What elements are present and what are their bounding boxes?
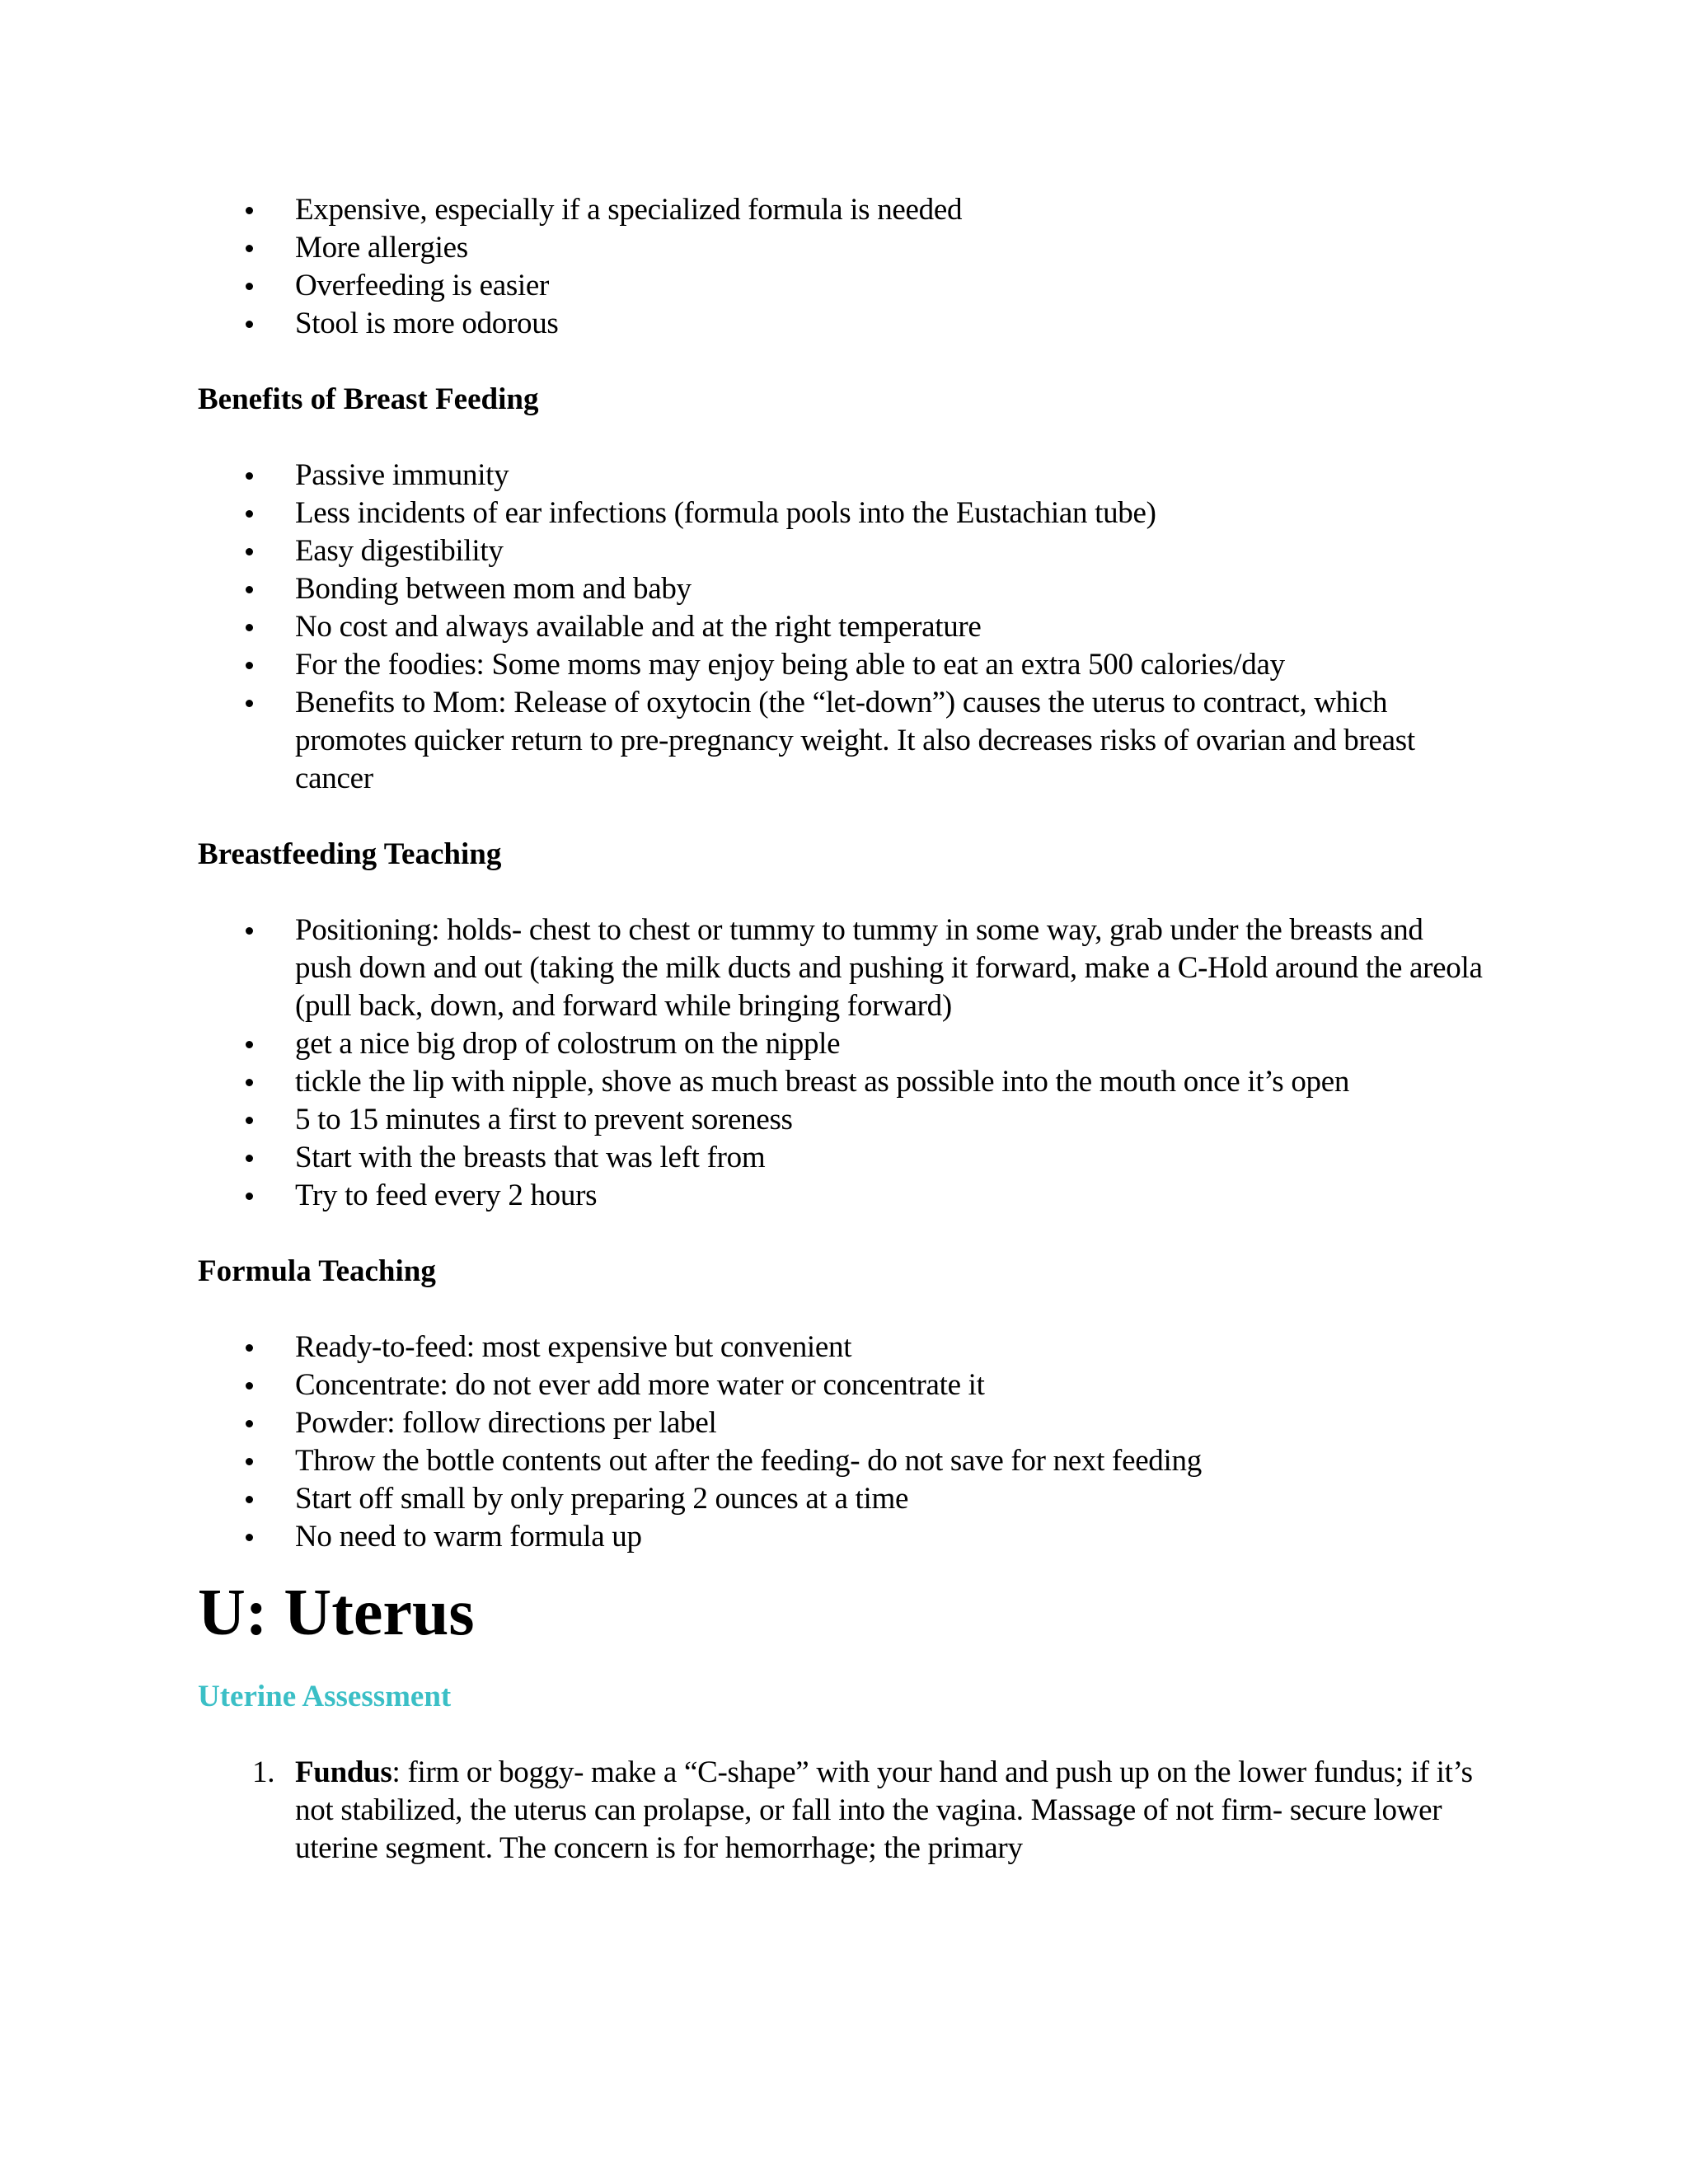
list-number: 1. xyxy=(252,1755,275,1789)
bullet-icon xyxy=(246,510,253,518)
list-item: Throw the bottle contents out after the feeding- do not save for next feeding xyxy=(198,1442,1484,1480)
bullet-icon xyxy=(246,283,253,290)
bullet-icon xyxy=(246,548,253,555)
list-item: Positioning: holds- chest to chest or tummy to tummy in some way, grab under the breasts and push down and out (taking the milk ducts and pushing it forward, make a C-Hold around the areola (pull back, down, and forward while bringing forward) xyxy=(198,912,1484,1025)
list-item: tickle the lip with nipple, shove as much breast as possible into the mouth once it’s open xyxy=(198,1063,1484,1101)
list-item: More allergies xyxy=(198,229,1484,267)
bullet-icon xyxy=(246,1079,253,1086)
list-item: No need to warm formula up xyxy=(198,1518,1484,1556)
benefits-breast-feeding-heading: Benefits of Breast Feeding xyxy=(198,382,539,416)
page-content xyxy=(198,191,1484,1868)
bullet-icon xyxy=(246,472,253,480)
bullet-icon xyxy=(246,1193,253,1200)
bullet-icon xyxy=(246,1458,253,1465)
bullet-icon xyxy=(246,1041,253,1048)
formula-teaching-heading: Formula Teaching xyxy=(198,1254,436,1288)
list-item: Powder: follow directions per label xyxy=(198,1404,1484,1442)
list-item: Stool is more odorous xyxy=(198,305,1484,343)
bullet-icon xyxy=(246,207,253,214)
list-item: Start with the breasts that was left from xyxy=(198,1139,1484,1177)
bullet-icon xyxy=(246,1420,253,1427)
list-item: get a nice big drop of colostrum on the nipple xyxy=(198,1025,1484,1063)
bullet-icon xyxy=(246,662,253,669)
list-item: Ready-to-feed: most expensive but convenient xyxy=(198,1329,1484,1366)
list-item xyxy=(198,1754,1484,1868)
uterine-assessment-list xyxy=(198,1754,1484,1868)
bullet-icon xyxy=(246,1155,253,1162)
list-item: For the foodies: Some moms may enjoy being able to eat an extra 500 calories/day xyxy=(198,646,1484,684)
list-item: Overfeeding is easier xyxy=(198,267,1484,305)
list-item: Start off small by only preparing 2 ounces at a time xyxy=(198,1480,1484,1518)
bullet-icon xyxy=(246,1117,253,1124)
list-item: Less incidents of ear infections (formula pools into the Eustachian tube) xyxy=(198,494,1484,532)
bullet-icon xyxy=(246,1382,253,1390)
breast-benefits-list xyxy=(198,457,1484,798)
formula-cons-list xyxy=(198,191,1484,343)
uterus-title: U: Uterus xyxy=(198,1577,475,1649)
fundus-term: Fundus xyxy=(295,1755,392,1789)
list-item: No cost and always available and at the right temperature xyxy=(198,608,1484,646)
bullet-icon xyxy=(246,1534,253,1541)
bullet-icon xyxy=(246,1496,253,1503)
list-item: 5 to 15 minutes a first to prevent soreness xyxy=(198,1101,1484,1139)
bullet-icon xyxy=(246,700,253,707)
list-item: Passive immunity xyxy=(198,457,1484,494)
breast-teaching-list xyxy=(198,912,1484,1215)
bullet-icon xyxy=(246,245,253,252)
list-item: Concentrate: do not ever add more water or concentrate it xyxy=(198,1366,1484,1404)
list-item: Try to feed every 2 hours xyxy=(198,1177,1484,1215)
bullet-icon xyxy=(246,624,253,631)
formula-teaching-list xyxy=(198,1329,1484,1556)
list-item: Easy digestibility xyxy=(198,532,1484,570)
breastfeeding-teaching-heading: Breastfeeding Teaching xyxy=(198,837,502,871)
list-item: Benefits to Mom: Release of oxytocin (the “let-down”) causes the uterus to contract, which promotes quicker return to pre-pregnancy weight. It also decreases risks of ovarian and breast cancer xyxy=(198,684,1484,798)
list-item: Bonding between mom and baby xyxy=(198,570,1484,608)
bullet-icon xyxy=(246,927,253,935)
uterine-assessment-heading: Uterine Assessment xyxy=(198,1680,452,1713)
fundus-text: : firm or boggy- make a “C-shape” with your hand and push up on the lower fundus; if it’s not stabilized, the uterus can prolapse, or fall into the vagina. Massage of not firm- secure lower uterine segment. The concern is for hemorrhage; the primary xyxy=(295,1755,1473,1865)
list-item: Expensive, especially if a specialized formula is needed xyxy=(198,191,1484,229)
bullet-icon xyxy=(246,321,253,328)
bullet-icon xyxy=(246,586,253,593)
bullet-icon xyxy=(246,1344,253,1352)
